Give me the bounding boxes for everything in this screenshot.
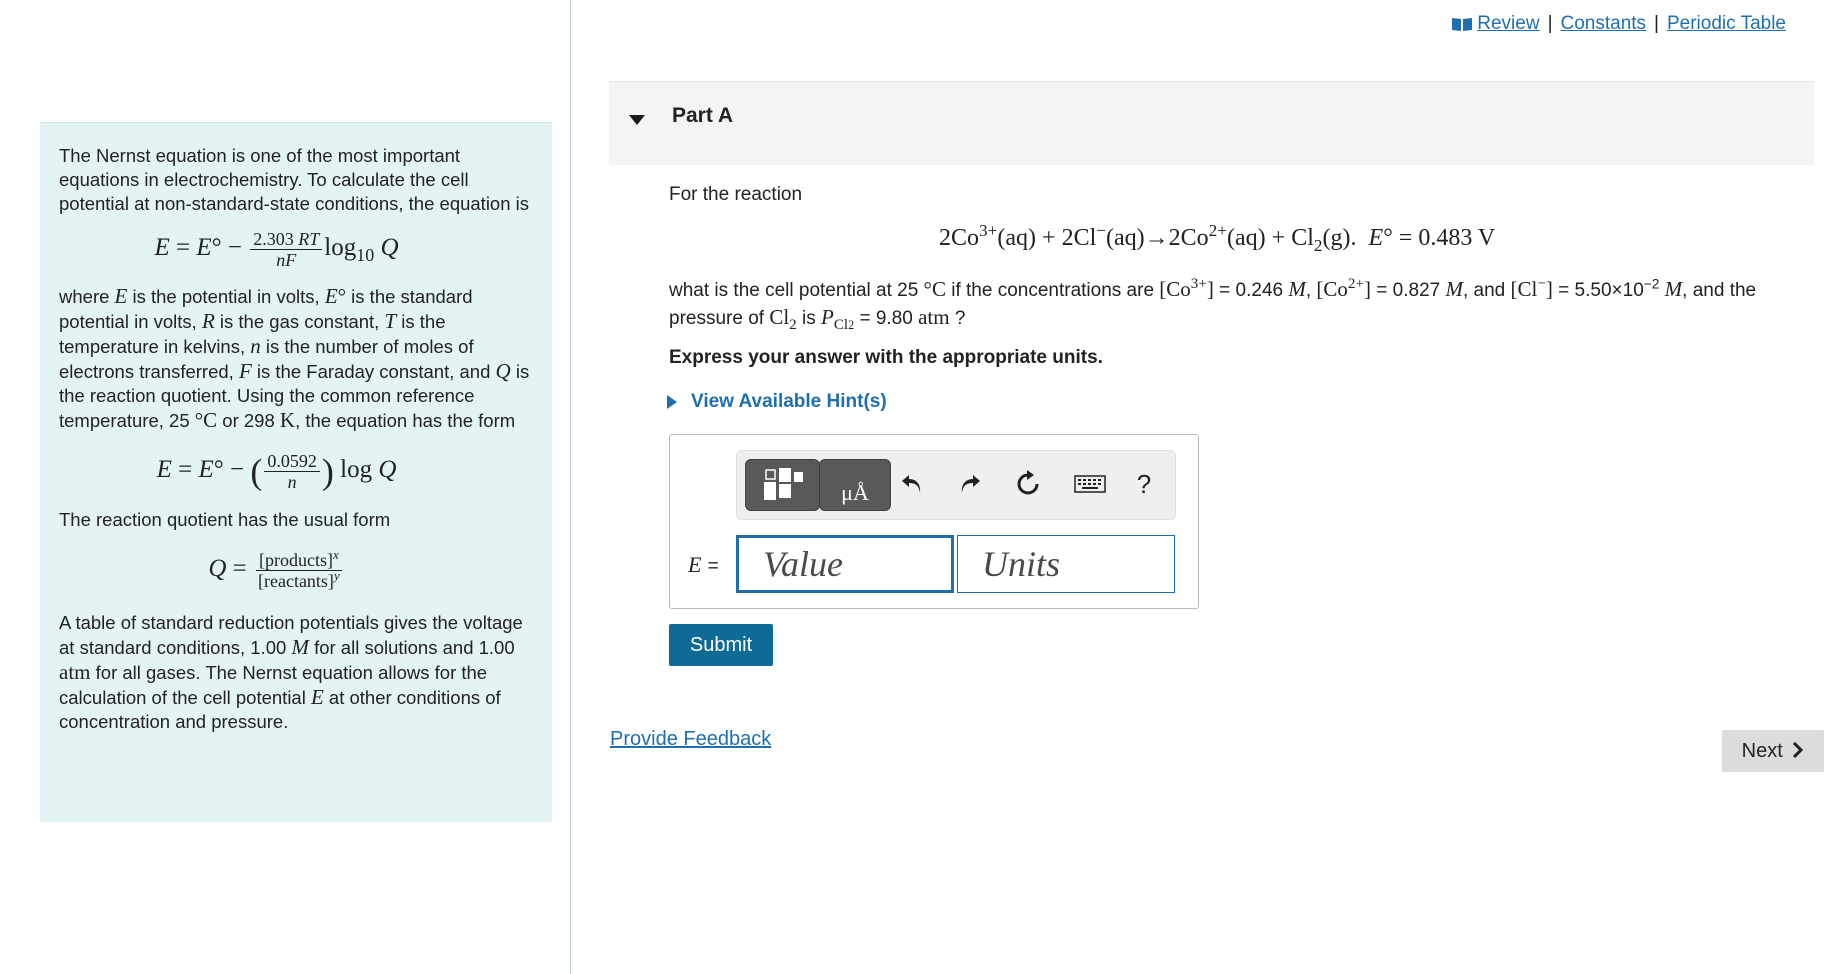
submit-button[interactable]: Submit: [669, 624, 773, 666]
undo-icon[interactable]: [897, 469, 927, 499]
help-icon[interactable]: ?: [1136, 468, 1152, 499]
math-toolbar: [736, 450, 1176, 520]
hints-label: View Available Hint(s): [691, 391, 887, 412]
link-separator: |: [1654, 13, 1659, 34]
next-label: Next: [1741, 739, 1783, 762]
intro-paragraph-4: A table of standard reduction potentials gives the voltage at standard conditions, 1.00 M for all solutions and 1.00 atm for all gases. The Nernst equation allows for the calculation of the cell potential E at other conditions of concentration and pressure.: [59, 612, 523, 732]
keyboard-icon[interactable]: [1073, 469, 1107, 499]
expand-triangle-icon: [667, 395, 677, 409]
intro-panel: [40, 122, 552, 822]
next-button[interactable]: [1722, 730, 1824, 772]
reset-icon[interactable]: [1013, 469, 1043, 499]
units-icon[interactable]: μÅ: [819, 459, 891, 511]
intro-paragraph-1: The Nernst equation is one of the most important equations in electrochemistry. To calculate the cell potential at non-standard-state conditions, the equation is: [59, 145, 530, 214]
collapse-caret-icon[interactable]: [629, 115, 645, 125]
part-a-header[interactable]: [609, 81, 1814, 165]
panel-divider: [570, 0, 571, 974]
answer-box: [669, 434, 1199, 609]
chevron-right-icon: [1792, 742, 1804, 758]
intro-paragraph-2: where E is the potential in volts, E° is the standard potential in volts, R is the gas constant, T is the temperature in kelvins, n is the number of moles of electrons transferred, F is the Faraday constant, and Q is the reaction quotient. Using the common reference temperature, 25 °C or 298 K, the equation has the form: [59, 284, 530, 432]
intro-paragraph-3: The reaction quotient has the usual form: [59, 509, 391, 530]
provide-feedback-link[interactable]: Provide Feedback: [610, 728, 772, 750]
units-input[interactable]: [957, 535, 1175, 593]
periodic-table-link[interactable]: Periodic Table: [1666, 13, 1786, 34]
templates-icon[interactable]: [745, 459, 820, 511]
part-title: Part A: [672, 104, 734, 127]
view-hints-link[interactable]: [667, 391, 887, 413]
top-links: [1451, 13, 1786, 35]
book-icon: [1451, 16, 1473, 32]
redo-icon[interactable]: [955, 469, 985, 499]
for-reaction-text: For the reaction: [669, 184, 803, 205]
reaction-quotient-equation: Q = $\frac{[products]^x}{[reactants]^y}$: [19, 550, 534, 591]
question-text: what is the cell potential at 25 °C if the concentrations are $[Co^{3+}] = 0.246$ M, $[Co^{2+}] = 0.827$ M, and $[Cl^-] = 5.50\times 10^{-2}$ M, and the pressure of $Cl_2$ is $P_{Cl2} = 9.80$ atm ?: [669, 276, 1757, 334]
reaction-equation: $2Co^{3+}(aq) + 2Cl^-(aq)\to 2Co^{2+}(aq) + Cl_2(g)$. E° = 0.483 V: [939, 221, 1496, 255]
review-link[interactable]: Review: [1477, 13, 1540, 34]
link-separator: |: [1547, 13, 1553, 34]
value-input[interactable]: [736, 535, 954, 593]
simplified-nernst-equation: E = E° − ( $\frac{0.0592}{n}$ ) log Q: [156, 451, 397, 492]
answer-label: E =: [688, 552, 719, 577]
constants-link[interactable]: Constants: [1560, 13, 1647, 34]
instruction-text: Express your answer with the appropriate units.: [669, 347, 1103, 368]
nernst-equation: E = E° − $\frac{2.303 RT}{nF}$ $\log_{10} Q$: [154, 229, 399, 270]
